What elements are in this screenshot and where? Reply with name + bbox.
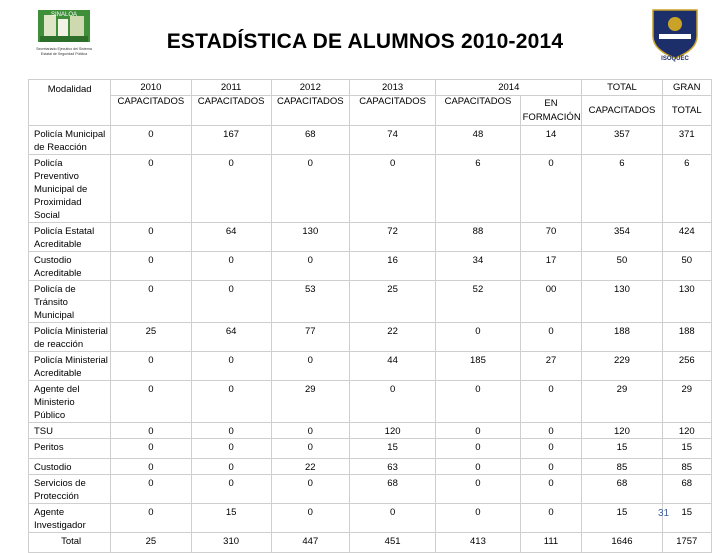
table-cell: 0 [111,252,191,281]
table-cell: 0 [349,504,435,533]
page-title: ESTADÍSTICA DE ALUMNOS 2010-2014 [166,30,564,53]
table-cell: 0 [111,223,191,252]
table-cell: 120 [662,423,711,439]
table-cell: 25 [111,323,191,352]
row-label: Policía Ministerial Acreditable [29,352,111,381]
table-cell: 120 [582,423,662,439]
table-cell: 0 [436,323,520,352]
table-row [29,423,712,439]
table-cell: 0 [520,155,582,223]
table-cell: 0 [520,459,582,475]
table-row [29,475,712,504]
table-cell: 44 [349,352,435,381]
table-cell: 0 [111,352,191,381]
table-row [29,504,712,533]
table-cell: 130 [662,281,711,323]
table-cell: 22 [349,323,435,352]
table-cell: 29 [662,381,711,423]
table-cell: 0 [191,423,271,439]
table-cell: 0 [349,155,435,223]
table-row [29,439,712,459]
table-cell: 0 [111,459,191,475]
table-cell: 17 [520,252,582,281]
table-cell: 52 [436,281,520,323]
total-cell: 413 [436,533,520,553]
table-cell: 0 [271,252,349,281]
table-row [29,126,712,155]
table-cell: 64 [191,323,271,352]
col-header-2010: 2010 [111,80,191,96]
table-row [29,281,712,323]
table-cell: 0 [436,475,520,504]
subheader-en-formacion: EN FORMACIÓN [520,96,582,126]
total-row [29,533,712,553]
total-cell: 310 [191,533,271,553]
table-cell: 0 [191,352,271,381]
table-cell: 0 [191,459,271,475]
logo-right-text: ISOQUEC [661,56,689,62]
table-cell: 354 [582,223,662,252]
table-cell: 0 [191,252,271,281]
table-cell: 77 [271,323,349,352]
table-cell: 85 [662,459,711,475]
table-cell: 29 [271,381,349,423]
table-cell: 53 [271,281,349,323]
total-cell: 25 [111,533,191,553]
table-cell: 0 [111,155,191,223]
page-number: 31 [658,508,670,519]
table-cell: 0 [271,155,349,223]
col-header-2012: 2012 [271,80,349,96]
table-row [29,381,712,423]
table-cell: 0 [520,423,582,439]
table-cell: 85 [582,459,662,475]
total-label: Total [29,533,111,553]
table-cell: 188 [662,323,711,352]
table-row [29,323,712,352]
table-cell: 15 [662,504,711,533]
table-row [29,352,712,381]
row-label: Policía Municipal de Reacción [29,126,111,155]
table-cell: 0 [436,439,520,459]
table-cell: 357 [582,126,662,155]
col-header-total: TOTAL [582,80,662,96]
table-cell: 63 [349,459,435,475]
subheader-capacitados-2013: CAPACITADOS [349,96,435,126]
table-cell: 0 [520,504,582,533]
table-cell: 185 [436,352,520,381]
table-cell: 25 [349,281,435,323]
col-header-2011: 2011 [191,80,271,96]
table-cell: 0 [436,504,520,533]
total-cell: 451 [349,533,435,553]
table-cell: 0 [191,381,271,423]
table-cell: 0 [111,475,191,504]
table-cell: 29 [582,381,662,423]
table-cell: 188 [582,323,662,352]
table-cell: 15 [662,439,711,459]
table-cell: 167 [191,126,271,155]
total-cell: 1646 [582,533,662,553]
logo-left-sub2: Estatal de Seguridad Pública [40,52,88,56]
table-cell: 6 [436,155,520,223]
row-label: Policía Estatal Acreditable [29,223,111,252]
table-cell: 72 [349,223,435,252]
row-label: Policía de Tránsito Municipal [29,281,111,323]
table-cell: 0 [436,423,520,439]
logo-left-name: SINALOA [50,12,78,18]
table-cell: 424 [662,223,711,252]
subheader-capacitados-2012: CAPACITADOS [271,96,349,126]
table-cell: 00 [520,281,582,323]
subheader-capacitados-2010: CAPACITADOS [111,96,191,126]
table-cell: 130 [271,223,349,252]
table-cell: 0 [191,155,271,223]
row-label: Custodio [29,459,111,475]
total-cell: 1757 [662,533,711,553]
logo-left-sub1: Secretariado Ejecutivo del Sistema [36,47,92,51]
table-cell: 6 [662,155,711,223]
row-label: Custodio Acreditable [29,252,111,281]
table-row [29,252,712,281]
table-cell: 16 [349,252,435,281]
row-label: TSU [29,423,111,439]
table-cell: 229 [582,352,662,381]
row-label: Peritos [29,439,111,459]
total-cell: 447 [271,533,349,553]
col-header-gran: GRAN [662,80,711,96]
table-cell: 15 [191,504,271,533]
table-cell: 74 [349,126,435,155]
table-cell: 0 [520,381,582,423]
table-cell: 15 [582,439,662,459]
table-cell: 0 [111,504,191,533]
subheader-capacitados-2011: CAPACITADOS [191,96,271,126]
table-cell: 0 [271,475,349,504]
table-cell: 0 [349,381,435,423]
table-cell: 68 [271,126,349,155]
table-cell: 0 [436,381,520,423]
table-cell: 88 [436,223,520,252]
table-cell: 68 [662,475,711,504]
table-cell: 27 [520,352,582,381]
table-cell: 34 [436,252,520,281]
table-cell: 48 [436,126,520,155]
table-cell: 14 [520,126,582,155]
table-cell: 0 [111,423,191,439]
total-cell: 111 [520,533,582,553]
table-cell: 0 [111,381,191,423]
table-cell: 15 [349,439,435,459]
row-label: Agente Investigador [29,504,111,533]
table-cell: 22 [271,459,349,475]
subheader-capacitados-2014: CAPACITADOS [436,96,520,126]
table-cell: 120 [349,423,435,439]
table-row [29,155,712,223]
table-cell: 256 [662,352,711,381]
table-cell: 68 [582,475,662,504]
table-cell: 0 [271,504,349,533]
table-cell: 0 [271,423,349,439]
row-label: Servicios de Protección [29,475,111,504]
table-cell: 0 [111,281,191,323]
col-header-modalidad: Modalidad [29,80,111,126]
table-cell: 50 [662,252,711,281]
table-cell: 68 [349,475,435,504]
subheader-total-capacitados: CAPACITADOS [582,96,662,126]
table-cell: 15 [582,504,662,533]
table-cell: 0 [520,439,582,459]
row-label: Policía Preventivo Municipal de Proximidad Social [29,155,111,223]
col-header-2013: 2013 [349,80,435,96]
row-label: Agente del Ministerio Público [29,381,111,423]
subheader-gran-total: TOTAL [662,96,711,126]
table-cell: 50 [582,252,662,281]
col-header-2014: 2014 [436,80,582,96]
table-cell: 0 [191,439,271,459]
table-cell: 0 [520,323,582,352]
table-cell: 0 [191,475,271,504]
table-cell: 0 [271,439,349,459]
table-cell: 0 [271,352,349,381]
table-cell: 130 [582,281,662,323]
table-cell: 0 [520,475,582,504]
table-cell: 371 [662,126,711,155]
students-stats-table [28,79,712,553]
table-cell: 0 [191,281,271,323]
table-cell: 0 [111,439,191,459]
table-cell: 6 [582,155,662,223]
table-cell: 0 [111,126,191,155]
isoquec-logo [645,6,705,62]
table-row [29,459,712,475]
table-cell: 0 [436,459,520,475]
row-label: Policía Ministerial de reacción [29,323,111,352]
table-cell: 70 [520,223,582,252]
table-cell: 64 [191,223,271,252]
table-row [29,223,712,252]
